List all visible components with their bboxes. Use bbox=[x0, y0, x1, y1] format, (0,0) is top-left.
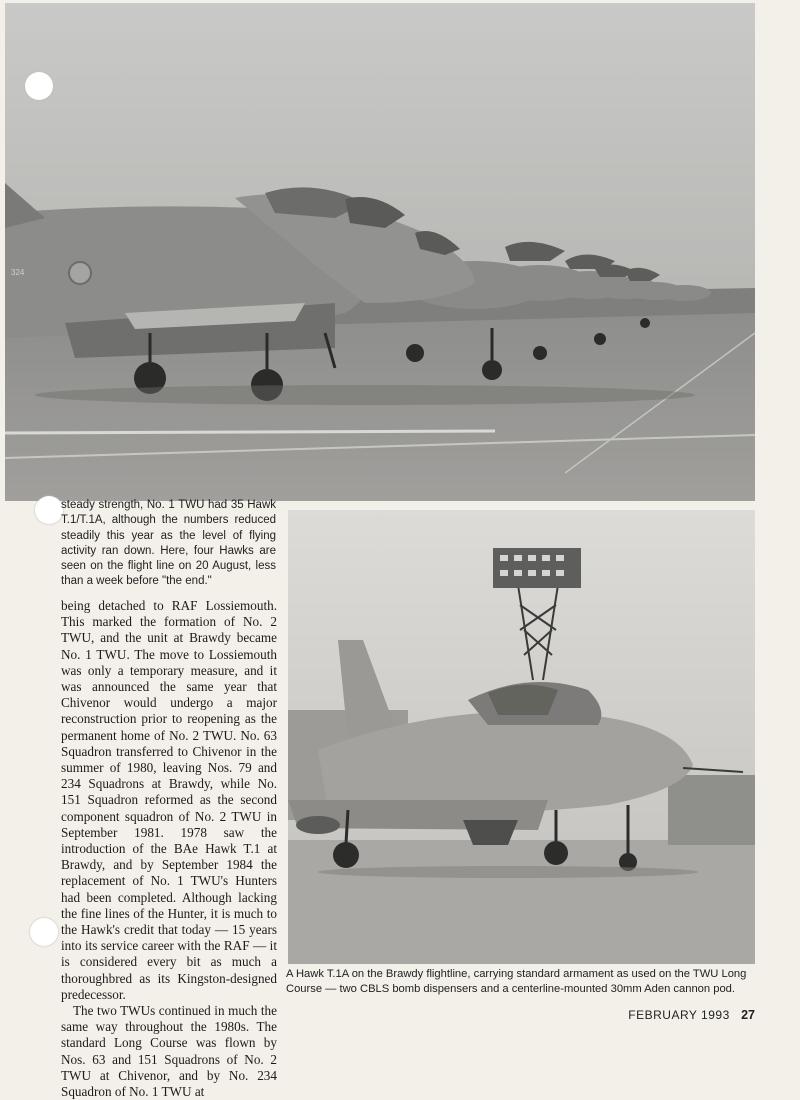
photo-caption-top: steady strength, No. 1 TWU had 35 Hawk T.1/T.1A, although the numbers reduced steadily this year as the level of flying activity ran down. Here, four Hawks are seen on the flight line on 20 August, less than a week before "the end." bbox=[61, 499, 276, 588]
issue-date: FEBRUARY 1993 bbox=[628, 1008, 730, 1022]
photo-hawk-t1a bbox=[288, 510, 755, 964]
punch-hole bbox=[25, 72, 53, 100]
photo-hawk-flightline bbox=[5, 3, 755, 501]
photo-caption-right: A Hawk T.1A on the Brawdy flightline, carrying standard armament as used on the TWU Long Course — two CBLS bomb dispensers and a centerline-mounted 30mm Aden cannon pod. bbox=[286, 968, 747, 995]
article-body bbox=[61, 598, 277, 1100]
page-number: 27 bbox=[741, 1008, 755, 1022]
page-footer bbox=[628, 1008, 755, 1022]
paragraph: being detached to RAF Lossiemouth. This marked the formation of No. 2 TWU, and the unit at Brawdy became No. 1 TWU. The move to Lossiemouth was only a temporary measure, and it was announced the same year that Chivenor would undergo a major reconstruction prior to reopening as the permanent home of No. 2 TWU. No. 63 Squadron transferred to Chivenor in the summer of 1980, leaving Nos. 79 and 234 Squadrons at Brawdy, while No. 151 Squadron reformed as the second component squadron of No. 2 TWU in September 1981. 1978 saw the introduction of the BAe Hawk T.1 at Brawdy, and by September 1984 the replacement of No. 1 TWU's Hunters had been completed. Although lacking the fine lines of the Hunter, it is much to the Hawk's credit that today — 15 years into its service career with the RAF — it is considered every bit as much a thoroughbred as its Kingston-designed predecessor. bbox=[61, 598, 277, 1002]
punch-hole bbox=[30, 918, 58, 946]
punch-hole bbox=[35, 496, 63, 524]
flightline-illustration bbox=[5, 3, 755, 501]
airframe-serial: 324 bbox=[11, 268, 25, 277]
paragraph: The two TWUs continued in much the same way throughout the 1980s. The standard Long Course was flown by Nos. 63 and 151 Squadrons of No. 2 TWU at Chivenor, and by No. 234 Squadron of No. 1 TWU at bbox=[61, 1003, 277, 1100]
hawk-illustration bbox=[288, 510, 755, 964]
